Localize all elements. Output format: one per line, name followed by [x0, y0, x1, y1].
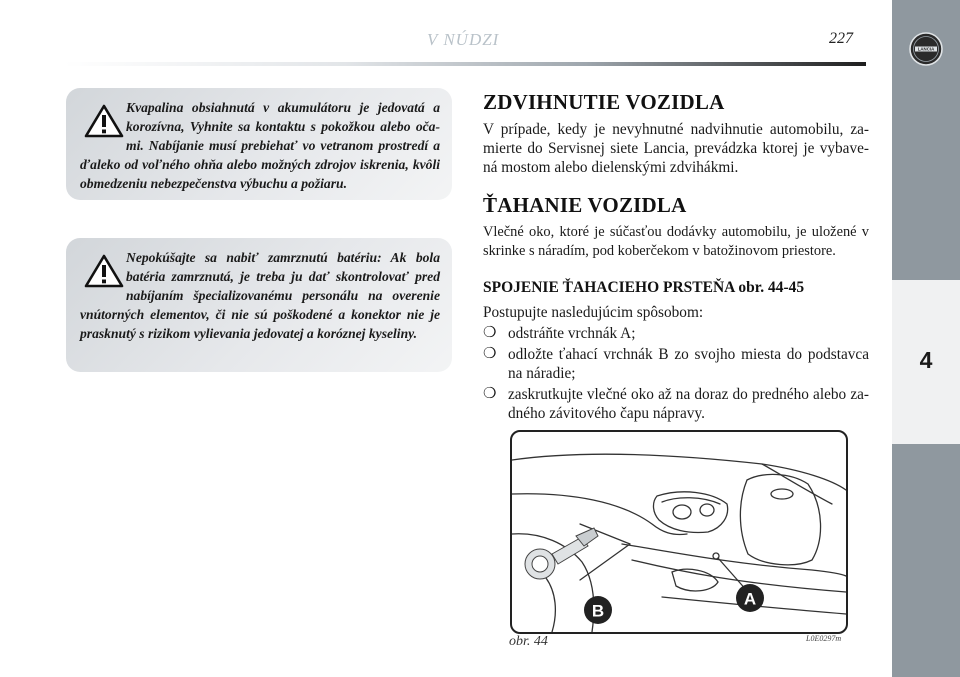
bullet-icon: ❍ [483, 325, 497, 341]
heading-lifting: ZDVIHNUTIE VOZIDLA [483, 90, 725, 114]
warning-box-battery-fluid [66, 88, 452, 200]
lancia-logo-icon [908, 31, 944, 67]
list-item-text: zaskrutkujte vlečné oko až na doraz do predného alebo za-dného závitového čapu nápravy. [508, 386, 869, 422]
list-item [483, 324, 869, 343]
header-rule [64, 62, 866, 66]
figure-towing-illustration [510, 430, 848, 634]
warning-box-frozen-battery [66, 238, 452, 372]
list-item-text: odstráňte vrchnák A; [508, 325, 636, 342]
warning-text: Kvapalina obsiahnutá v akumulátoru je jedovatá a korozívna, Vyhnite sa kontaktu s pokožkou alebo oča-mi. Nabíjanie musí prebiehať vo vetranom prostredí a ďaleko od voľného ohňa alebo možných zdrojov iskrenia, kvôli obmedzeniu nebezpečenstva výbuchu a požiaru. [80, 100, 440, 191]
figure-code: L0E0297m [806, 634, 842, 643]
figure-label-b: B [591, 601, 605, 621]
heading-towing-ring: SPOJENIE ŤAHACIEHO PRSTEŇA obr. 44-45 [483, 279, 805, 296]
paragraph-towing: Vlečné oko, ktoré je súčasťou dodávky automobilu, je uložené v skrinke s náradím, pod koberčekom v batožinovom priestore. [483, 224, 869, 259]
logo-text: LANCIA [917, 46, 935, 52]
paragraph-lifting: V prípade, kedy je nevyhnutné nadvihnutie automobilu, za-mierte do Servisnej siete Lancia, prevádzka ktorej je vybave-ná mostom alebo dielenskými zdvihákmi. [483, 121, 869, 176]
bullet-icon: ❍ [483, 386, 497, 402]
running-header-title: V NÚDZI [427, 30, 500, 49]
car-front-illustration [512, 432, 846, 632]
bullet-icon: ❍ [483, 346, 497, 362]
list-item [483, 345, 869, 383]
warning-text: Nepokúšajte sa nabiť zamrznutú batériu: Ak bola batéria zamrznutá, je treba ju dať skontrolovať pred nabíjaním špecializovanému personálu na overenie vnútorných elementov, či nie sú poškodené a konektor nie je prasknutý s rizikom vylievania jedovatej a koróznej kyseliny. [80, 250, 440, 341]
chapter-tab-number: 4 [919, 347, 933, 373]
figure-label-a: A [743, 589, 757, 609]
figure-caption: obr. 44 [509, 634, 548, 649]
list-item [483, 385, 869, 423]
chapter-side-panel [892, 0, 960, 677]
paragraph-procedure-intro: Postupujte nasledujúcim spôsobom: [483, 304, 704, 321]
page-number: 227 [829, 30, 853, 47]
heading-towing: ŤAHANIE VOZIDLA [483, 193, 687, 217]
list-item-text: odložte ťahací vrchnák B zo svojho miesta do podstavca na náradie; [508, 346, 869, 382]
